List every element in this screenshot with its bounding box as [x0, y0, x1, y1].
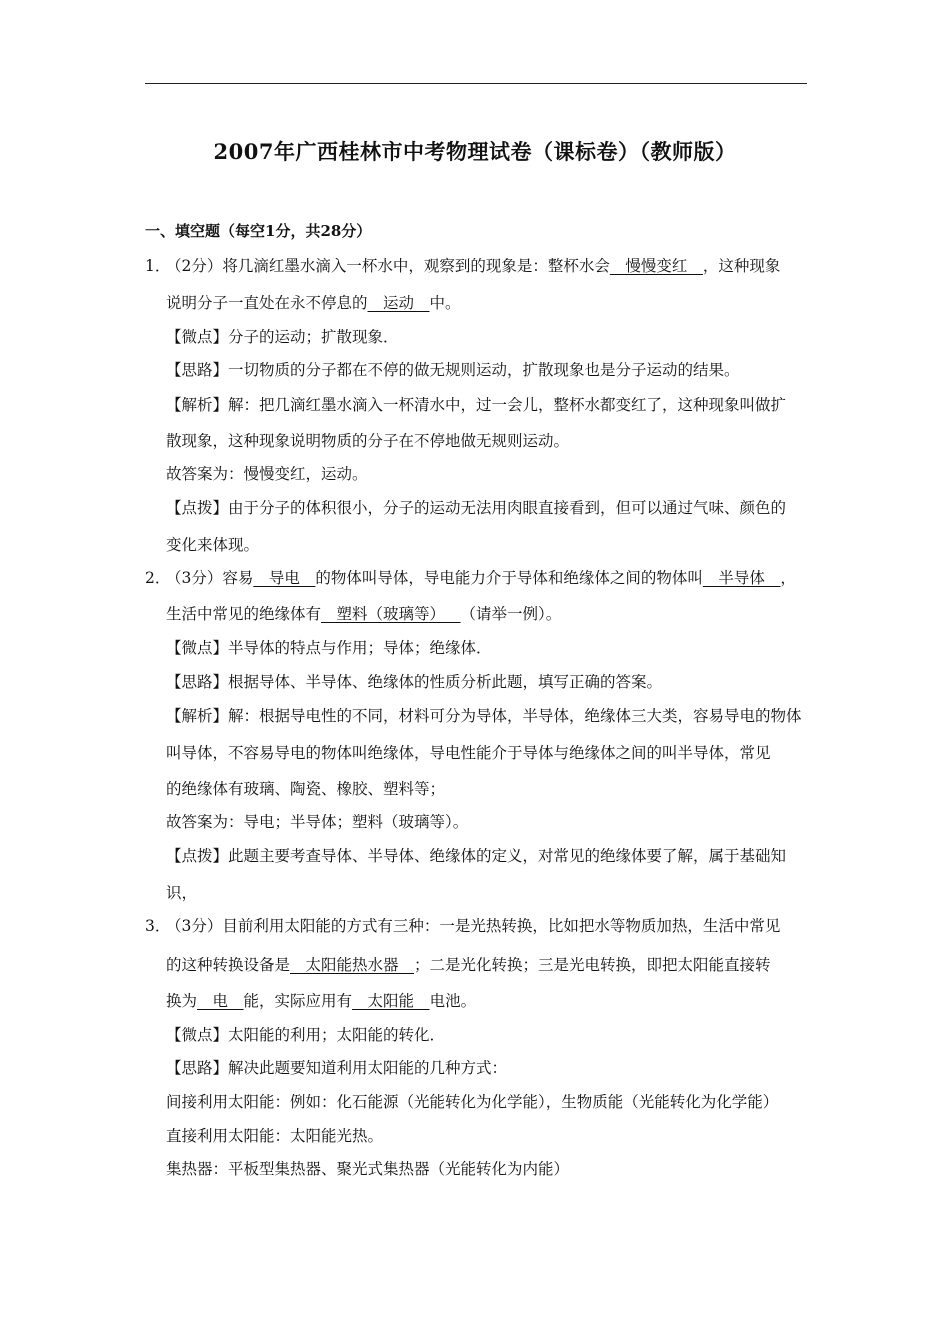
silu-note: 【思路】一切物质的分子都在不停的做无规则运动，扩散现象也是分子运动的结果。	[166, 361, 740, 379]
question-2-line-1	[166, 568, 796, 588]
question-text: （请举一例）。	[460, 605, 562, 623]
question-text: ；二是光化转换；三是光电转换，即把太阳能直接转	[414, 956, 771, 974]
question-text: 中。	[429, 294, 461, 312]
question-number: 2．	[145, 569, 171, 587]
answer-blank: __导电__	[253, 569, 316, 587]
question-text: （2分）将几滴红墨水滴入一杯水中，观察到的现象是：整杯水会	[166, 257, 610, 275]
question-text: 生活中常见的绝缘体有	[166, 605, 322, 623]
question-1-line-2	[166, 293, 461, 313]
question-text: 的这种转换设备是	[166, 956, 291, 974]
answer-blank: __太阳能__	[352, 992, 430, 1010]
jiexi-note: 的绝缘体有玻璃、陶瓷、橡胶、塑料等；	[166, 780, 446, 798]
answer-blank: __半导体__	[702, 569, 781, 587]
jiexi-note: 散现象，这种现象说明物质的分子在不停地做无规则运动。	[166, 432, 570, 450]
question-text: ，这种现象	[702, 257, 781, 275]
question-3-line-1: （3分）目前利用太阳能的方式有三种：一是光热转换，比如把水等物质加热，生活中常见	[166, 917, 781, 935]
jiexi-note: 【解析】解：把几滴红墨水滴入一杯清水中，过一会儿，整杯水都变红了，这种现象叫做扩	[166, 396, 787, 414]
answer-line: 故答案为：慢慢变红，运动。	[166, 465, 368, 483]
answer-blank: __塑料（玻璃等）__	[321, 605, 461, 623]
silu-note: 【思路】根据导体、半导体、绝缘体的性质分析此题，填写正确的答案。	[166, 673, 663, 691]
dianbo-note: 【点拨】由于分子的体积很小，分子的运动无法用肉眼直接看到，但可以通过气味、颜色的	[166, 499, 787, 517]
weidian-note: 【微点】半导体的特点与作用；导体；绝缘体．	[166, 639, 492, 657]
explanation-line: 直接利用太阳能：太阳能光热。	[166, 1127, 384, 1145]
header-rule	[145, 83, 807, 84]
question-text: ，	[780, 569, 796, 587]
answer-blank: __运动__	[367, 294, 430, 312]
dianbo-note: 识，	[166, 884, 198, 902]
question-text: （3分）容易	[166, 569, 254, 587]
explanation-line: 间接利用太阳能：例如：化石能源（光能转化为化学能），生物质能（光能转化为化学能）	[166, 1093, 779, 1111]
question-3-line-3	[166, 991, 476, 1011]
question-text: 电池。	[429, 992, 477, 1010]
question-1-line-1	[166, 256, 780, 276]
section-heading: 一、填空题（每空1分，共28分）	[145, 222, 372, 240]
answer-line: 故答案为：导电；半导体；塑料（玻璃等）。	[166, 813, 469, 831]
question-2-line-2	[166, 604, 561, 624]
question-number: 3．	[145, 917, 171, 935]
question-text: 的物体叫导体，导电能力介于导体和绝缘体之间的物体叫	[315, 569, 703, 587]
answer-blank: __电__	[197, 992, 244, 1010]
question-text: 换为	[166, 992, 198, 1010]
weidian-note: 【微点】分子的运动；扩散现象．	[166, 328, 399, 346]
jiexi-note: 【解析】解：根据导电性的不同，材料可分为导体，半导体，绝缘体三大类，容易导电的物体	[166, 707, 802, 725]
answer-blank: __太阳能热水器__	[290, 956, 415, 974]
explanation-line: 集热器：平板型集热器、聚光式集热器（光能转化为内能）	[166, 1160, 570, 1178]
dianbo-note: 变化来体现。	[166, 536, 260, 554]
jiexi-note: 叫导体，不容易导电的物体叫绝缘体，导电性能介于导体与绝缘体之间的叫半导体，常见	[166, 744, 771, 762]
silu-note: 【思路】解决此题要知道利用太阳能的几种方式：	[166, 1059, 508, 1077]
answer-blank: __慢慢变红__	[609, 257, 703, 275]
weidian-note: 【微点】太阳能的利用；太阳能的转化．	[166, 1026, 446, 1044]
dianbo-note: 【点拨】此题主要考查导体、半导体、绝缘体的定义，对常见的绝缘体要了解，属于基础知	[166, 847, 787, 865]
question-number: 1．	[145, 257, 171, 275]
question-text: 能，实际应用有	[243, 992, 353, 1010]
question-3-line-2	[166, 955, 771, 975]
page-title: 2007年广西桂林市中考物理试卷（课标卷）（教师版）	[213, 139, 737, 164]
question-text: 说明分子一直处在永不停息的	[166, 294, 368, 312]
